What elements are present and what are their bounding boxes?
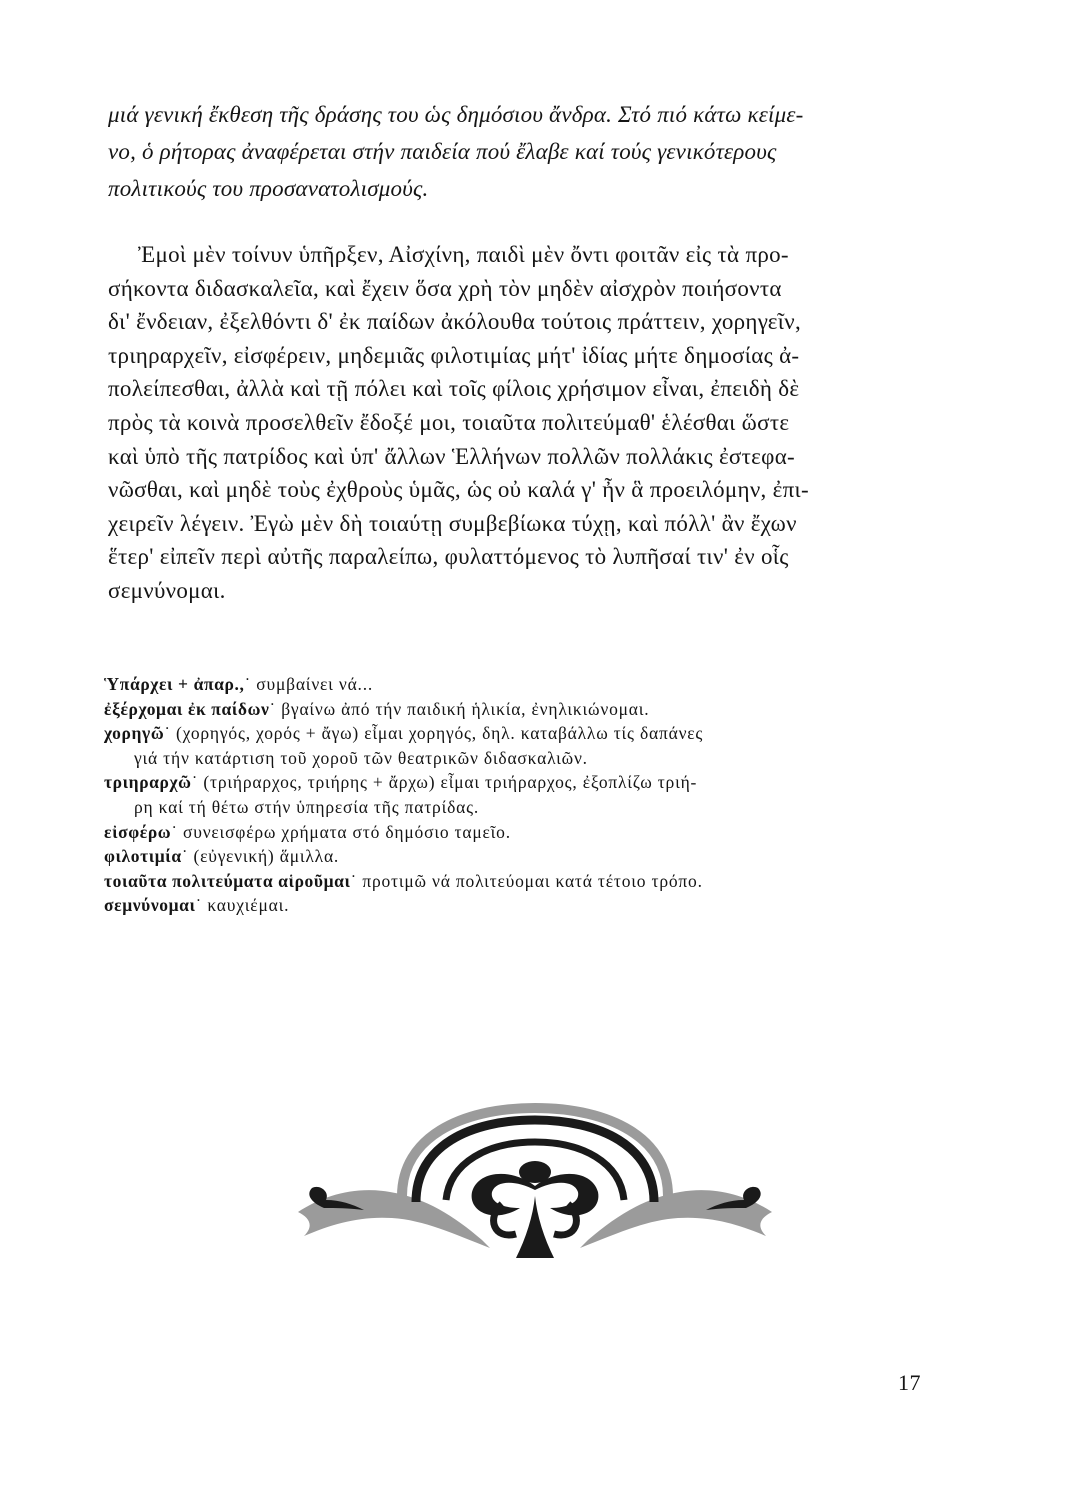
page-number: 17: [898, 1370, 921, 1395]
glossary-entry: [104, 672, 964, 697]
ornament-center-knot: [519, 1161, 551, 1183]
passage-line: τριηραρχεῖν, εἰσφέρειν, μηδεμιᾶς φιλοτιμίας μήτ' ἰδίας μήτε δημοσίας ἀ-: [108, 342, 800, 368]
glossary-separator: ˙: [164, 723, 171, 744]
glossary-term: τριηραρχῶ: [104, 772, 192, 793]
passage-line: πολείπεσθαι, ἀλλὰ καὶ τῇ πόλει καὶ τοῖς φίλοις χρήσιμον εἶναι, ἐπειδὴ δὲ: [108, 376, 800, 402]
glossary-term: ἐξέρχομαι ἐκ παίδων: [104, 698, 270, 719]
glossary-entry: [104, 844, 964, 869]
glossary-definition: καυχιέμαι.: [202, 895, 290, 916]
intro-line: πολιτικούς του προσανατολισμούς.: [108, 176, 429, 201]
glossary-entry: [104, 721, 964, 746]
glossary-separator: ˙: [191, 772, 199, 793]
glossary-entry: [104, 869, 964, 894]
ornament-right-wing: [580, 1190, 772, 1248]
intro-line: νο, ὁ ρήτορας ἀναφέρεται στήν παιδεία πού ἔλαβε καί τούς γενικότερους: [108, 139, 777, 164]
glossary-term: σεμνύνομαι: [104, 895, 196, 916]
glossary-term: φιλοτιμία: [104, 846, 182, 867]
glossary-definition: βγαίνω ἀπό τήν παιδική ἡλικία, ἐνηλικιώνομαι.: [276, 698, 650, 719]
glossary-separator: ˙: [269, 698, 277, 719]
ornament-dark-strokes: [309, 1120, 760, 1258]
passage-line: πρὸς τὰ κοινὰ προσελθεῖν ἔδοξέ μοι, τοιαῦτα πολιτεύμαθ' ἑλέσθαι ὥστε: [108, 409, 790, 435]
ornament-center-stem: [516, 1196, 554, 1258]
passage-line: Ἐμοὶ μὲν τοίνυν ὑπῆρξεν, Αἰσχίνη, παιδὶ μὲν ὄντι φοιτᾶν εἰς τὰ προ-: [138, 242, 789, 267]
glossary-separator: ˙: [350, 870, 358, 891]
passage-line: σήκοντα διδασκαλεῖα, καὶ ἔχειν ὅσα χρὴ τὸν μηδὲν αἰσχρὸν ποιήσοντα: [108, 275, 782, 301]
passage-line: ἕτερ' εἰπεῖν περὶ αὐτῆς παραλείπω, φυλαττόμενος τὸ λυπῆσαί τιν' ἐν οἷς: [108, 544, 789, 570]
passage-line: νῶσθαι, καὶ μηδὲ τοὺς ἐχθροὺς ὑμᾶς, ὡς οὐ καλά γ' ἦν ἃ προειλόμην, ἐπι-: [108, 477, 809, 503]
glossary-entry: [104, 697, 964, 722]
ancient-greek-passage: [108, 238, 963, 608]
glossary-separator: ˙: [195, 895, 203, 916]
glossary-definition: (τριήραρχος, τριήρης + ἄρχω) εἶμαι τριήραρχος, ἐξοπλίζω τριή-: [198, 772, 698, 793]
glossary-entry: [104, 770, 964, 795]
decorative-ornament-icon: [290, 1100, 780, 1270]
passage-line: σεμνύνομαι.: [108, 577, 226, 603]
glossary-term: εἰσφέρω: [104, 821, 172, 842]
glossary-definition: συνεισφέρω χρήματα στό δημόσιο ταμεῖο.: [177, 821, 511, 842]
glossary: [104, 672, 964, 918]
glossary-definition: συμβαίνει νά...: [251, 674, 374, 694]
glossary-definition: προτιμῶ νά πολιτεύομαι κατά τέτοιο τρόπο.: [357, 870, 703, 891]
glossary-definition: (χορηγός, χορός + ἄγω) εἶμαι χορηγός, δηλ. καταβάλλω τίς δαπάνες: [170, 723, 704, 744]
glossary-term: Ὑπάρχει + ἀπαρ.,: [104, 674, 245, 694]
glossary-separator: ˙: [181, 846, 189, 867]
glossary-term: χορηγῶ: [104, 723, 165, 744]
glossary-continuation: γιά τήν κατάρτιση τοῦ χοροῦ τῶν θεατρικῶν διδασκαλιῶν.: [134, 747, 588, 768]
intro-line: μιά γενική ἔκθεση τῆς δράσης του ὡς δημόσιου ἄνδρα. Στό πιό κάτω κείμε-: [108, 102, 804, 127]
glossary-entry: [104, 820, 964, 845]
intro-paragraph: [108, 96, 958, 207]
glossary-term: τοιαῦτα πολιτεύματα αἱροῦμαι: [104, 870, 351, 891]
glossary-separator: ˙: [244, 674, 252, 694]
glossary-entry: [104, 893, 964, 918]
passage-line: δι' ἔνδειαν, ἐξελθόντι δ' ἐκ παίδων ἀκόλουθα τούτοις πράττειν, χορηγεῖν,: [108, 309, 801, 335]
passage-line: καὶ ὑπὸ τῆς πατρίδος καὶ ὑπ' ἄλλων Ἑλλήνων πολλῶν πολλάκις ἐστεφα-: [108, 443, 796, 469]
ornament-left-wing: [298, 1190, 490, 1248]
glossary-continuation: ρη καί τή θέτω στήν ὑπηρεσία τῆς πατρίδας.: [134, 796, 480, 817]
passage-line: χειρεῖν λέγειν. Ἐγὼ μὲν δὴ τοιαύτῃ συμβεβίωκα τύχῃ, καὶ πόλλ' ἂν ἔχων: [108, 510, 797, 536]
glossary-definition: (εὐγενική) ἅμιλλα.: [188, 846, 340, 867]
glossary-separator: ˙: [171, 821, 178, 842]
